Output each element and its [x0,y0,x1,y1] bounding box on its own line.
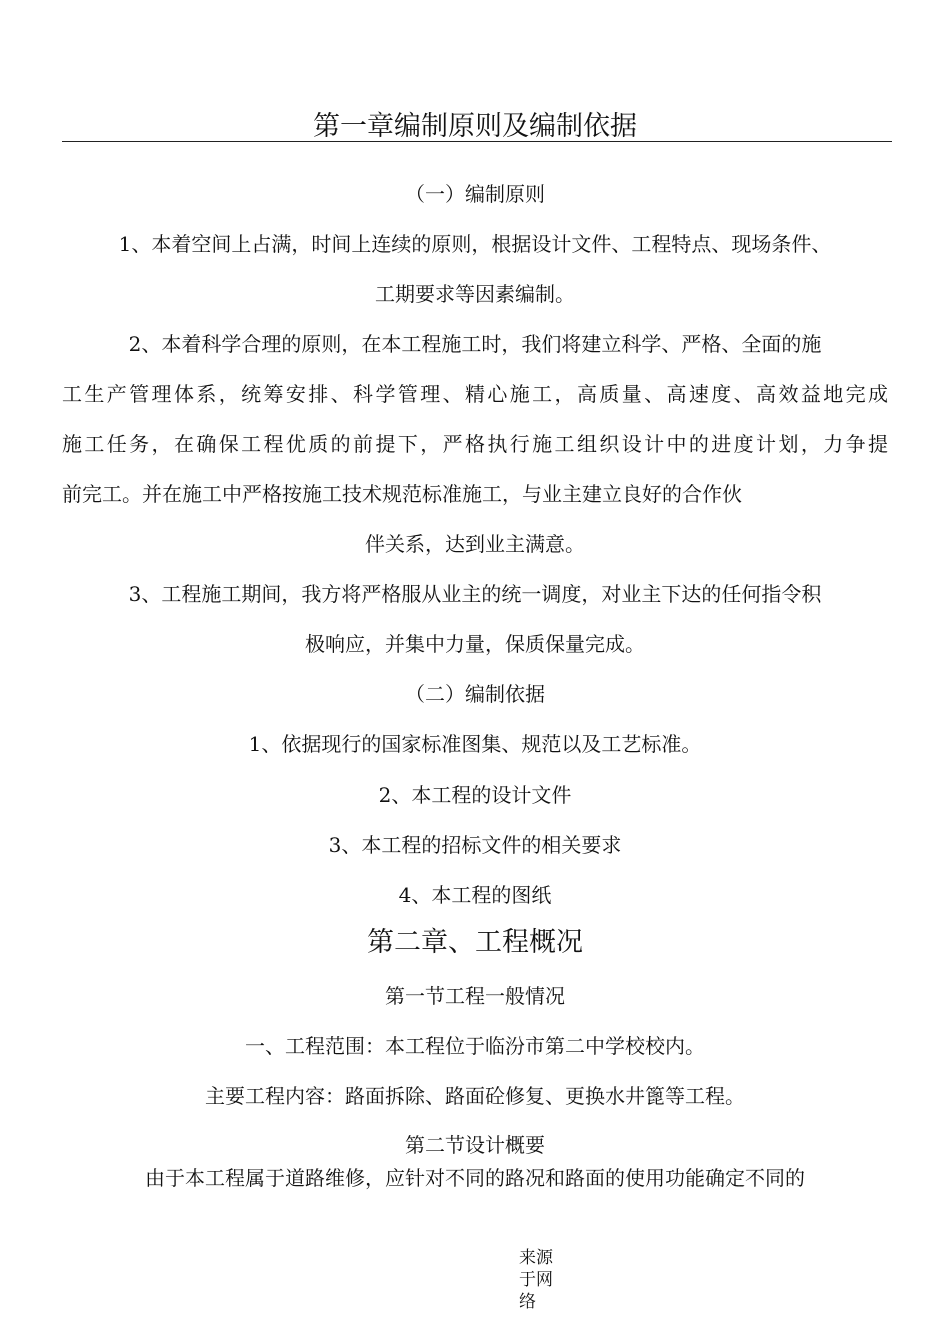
source-footer: 来源于网络 [519,1248,553,1312]
principle-2-line-1: 2、本着科学合理的原则，在本工程施工时，我们将建立科学、严格、全面的施 [128,332,822,356]
chapter-2-section-1-heading: 第一节工程一般情况 [385,984,565,1008]
principle-1-line-1: 1、本着空间上占满，时间上连续的原则，根据设计文件、工程特点、现场条件、 [118,232,832,256]
section-2-heading: （二）编制依据 [405,682,545,706]
principle-3-line-2: 极响应，并集中力量，保质保量完成。 [305,632,645,656]
principle-2-line-5: 伴关系，达到业主满意。 [365,532,585,556]
basis-item-2: 2、本工程的设计文件 [378,783,572,807]
principle-3-line-1: 3、工程施工期间，我方将严格服从业主的统一调度，对业主下达的任何指令积 [128,582,822,606]
principle-2-line-3: 施工任务，在确保工程优质的前提下，严格执行施工组织设计中的进度计划，力争提 [62,432,888,456]
project-scope: 一、工程范围：本工程位于临汾市第二中学校校内。 [245,1034,705,1058]
project-content: 主要工程内容：路面拆除、路面砼修复、更换水井篦等工程。 [205,1084,745,1108]
basis-item-3: 3、本工程的招标文件的相关要求 [328,833,622,857]
design-summary-line-1: 由于本工程属于道路维修，应针对不同的路况和路面的使用功能确定不同的 [145,1166,805,1190]
basis-item-4: 4、本工程的图纸 [398,883,552,907]
chapter-2-title: 第二章、工程概况 [367,927,583,958]
chapter-2-section-2-heading: 第二节设计概要 [405,1133,545,1157]
principle-2-line-4: 前完工。并在施工中严格按施工技术规范标准施工，与业主建立良好的合作伙 [62,482,742,506]
basis-item-1: 1、依据现行的国家标准图集、规范以及工艺标准。 [248,732,702,756]
section-1-heading: （一）编制原则 [405,182,545,206]
principle-2-line-2: 工生产管理体系，统筹安排、科学管理、精心施工，高质量、高速度、高效益地完成 [62,382,888,406]
title-underline [62,141,892,142]
principle-1-line-2: 工期要求等因素编制。 [375,282,575,306]
chapter-1-title: 第一章编制原则及编制依据 [313,111,637,142]
